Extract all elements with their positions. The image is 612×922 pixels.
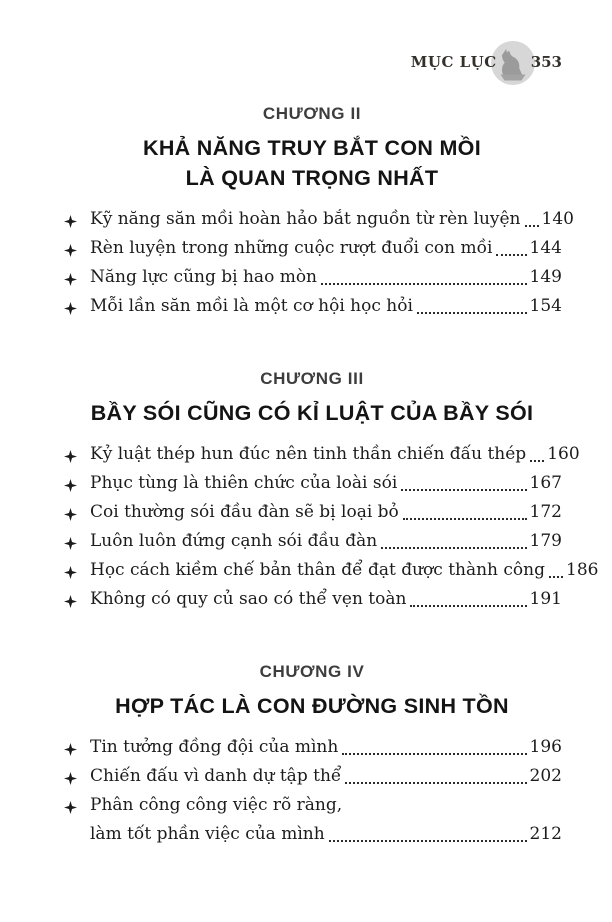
toc-entry-page: 154 — [529, 296, 562, 316]
toc-entry-title: Luôn luôn đứng cạnh sói đầu đàn — [90, 531, 378, 551]
toc-entry — [62, 526, 562, 555]
toc-list — [62, 439, 599, 613]
chapter-title — [62, 398, 562, 428]
toc-content — [62, 104, 599, 848]
chapter-title-line: HỢP TÁC LÀ CON ĐƯỜNG SINH TỒN — [115, 694, 509, 718]
chapter-title — [62, 691, 562, 721]
toc-section-chapter-4 — [62, 662, 562, 848]
toc-entry-page: 167 — [529, 473, 562, 493]
star-bullet-icon — [64, 302, 77, 315]
chapter-title — [62, 133, 562, 193]
star-bullet-icon — [64, 508, 77, 521]
chapter-label: CHƯƠNG III — [260, 369, 364, 388]
dot-leader — [549, 576, 563, 578]
toc-entry-title: Không có quy củ sao có thể vẹn toàn — [90, 589, 407, 609]
toc-entry-line-2 — [62, 819, 562, 848]
toc-entry — [62, 233, 562, 262]
toc-entry-page: 140 — [541, 209, 574, 229]
chapter-title-line: BẦY SÓI CŨNG CÓ KỈ LUẬT CỦA BẦY SÓI — [90, 401, 534, 425]
toc-entry-title: Chiến đấu vì danh dự tập thể — [90, 766, 342, 786]
toc-entry-page: 149 — [529, 267, 562, 287]
toc-entry-page: 212 — [529, 824, 562, 844]
chapter-title-line: KHẢ NĂNG TRUY BẮT CON MỒI — [143, 136, 481, 160]
dot-leader — [417, 312, 527, 314]
toc-entry-title: Rèn luyện trong những cuộc rượt đuổi con mồi — [90, 238, 493, 258]
toc-entry-multiline — [62, 790, 562, 848]
chapter-label: CHƯƠNG IV — [259, 662, 365, 681]
dot-leader — [345, 782, 526, 784]
toc-entry — [62, 204, 574, 233]
dot-leader — [381, 547, 526, 549]
toc-entry — [62, 262, 562, 291]
toc-section-chapter-2 — [62, 104, 574, 320]
toc-entry-title: Phân công công việc rõ ràng, — [90, 795, 343, 815]
star-bullet-icon — [64, 595, 77, 608]
dot-leader — [401, 489, 526, 491]
toc-entry — [62, 291, 562, 320]
toc-entry-title: Kỷ luật thép hun đúc nên tinh thần chiến đấu thép — [90, 444, 527, 464]
toc-entry-page: 191 — [529, 589, 562, 609]
star-bullet-icon — [64, 772, 77, 785]
toc-entry-page: 202 — [529, 766, 562, 786]
star-bullet-icon — [64, 215, 77, 228]
toc-entry-page: 179 — [529, 531, 562, 551]
toc-entry-title: Năng lực cũng bị hao mòn — [90, 267, 318, 287]
dot-leader — [410, 605, 526, 607]
toc-entry-page: 186 — [566, 560, 599, 580]
toc-entry-title: Kỹ năng săn mồi hoàn hảo bắt nguồn từ rèn luyện — [90, 209, 521, 229]
star-bullet-icon — [64, 801, 77, 814]
dot-leader — [321, 283, 527, 285]
dot-leader — [525, 225, 539, 227]
toc-header-title: MỤC LỤC — [410, 53, 497, 71]
toc-entry-page: 144 — [529, 238, 562, 258]
toc-entry-title: Học cách kiềm chế bản thân để đạt được thành công — [90, 560, 545, 580]
toc-entry-line-1 — [62, 790, 562, 819]
toc-header-page-number: 353 — [530, 53, 562, 71]
chapter-label: CHƯƠNG II — [262, 104, 362, 123]
dot-leader — [329, 840, 527, 842]
toc-entry-title: Phục tùng là thiên chức của loài sói — [90, 473, 398, 493]
dot-leader — [403, 518, 527, 520]
toc-entry — [62, 439, 580, 468]
running-header — [62, 38, 562, 88]
star-bullet-icon — [64, 537, 77, 550]
dot-leader — [530, 460, 544, 462]
toc-entry — [62, 584, 562, 613]
star-bullet-icon — [64, 566, 77, 579]
star-bullet-icon — [64, 273, 77, 286]
toc-entry-title-continued: làm tốt phần việc của mình — [90, 824, 325, 844]
toc-section-chapter-3 — [62, 369, 599, 613]
toc-entry — [62, 732, 562, 761]
dot-leader — [496, 254, 526, 256]
toc-entry-page: 172 — [529, 502, 562, 522]
toc-entry — [62, 468, 562, 497]
toc-list — [62, 732, 562, 848]
dot-leader — [342, 753, 526, 755]
star-bullet-icon — [64, 743, 77, 756]
star-bullet-icon — [64, 244, 77, 257]
toc-entry-title: Mỗi lần săn mồi là một cơ hội học hỏi — [90, 296, 413, 316]
toc-entry-page: 160 — [547, 444, 580, 464]
toc-entry — [62, 761, 562, 790]
toc-entry-title: Coi thường sói đầu đàn sẽ bị loại bỏ — [90, 502, 399, 522]
toc-entry-page: 196 — [529, 737, 562, 757]
chapter-title-line: LÀ QUAN TRỌNG NHẤT — [185, 166, 439, 190]
toc-entry — [62, 555, 599, 584]
star-bullet-icon — [64, 479, 77, 492]
star-bullet-icon — [64, 450, 77, 463]
toc-entry-title: Tin tưởng đồng đội của mình — [90, 737, 339, 757]
toc-entry — [62, 497, 562, 526]
toc-list — [62, 204, 574, 320]
